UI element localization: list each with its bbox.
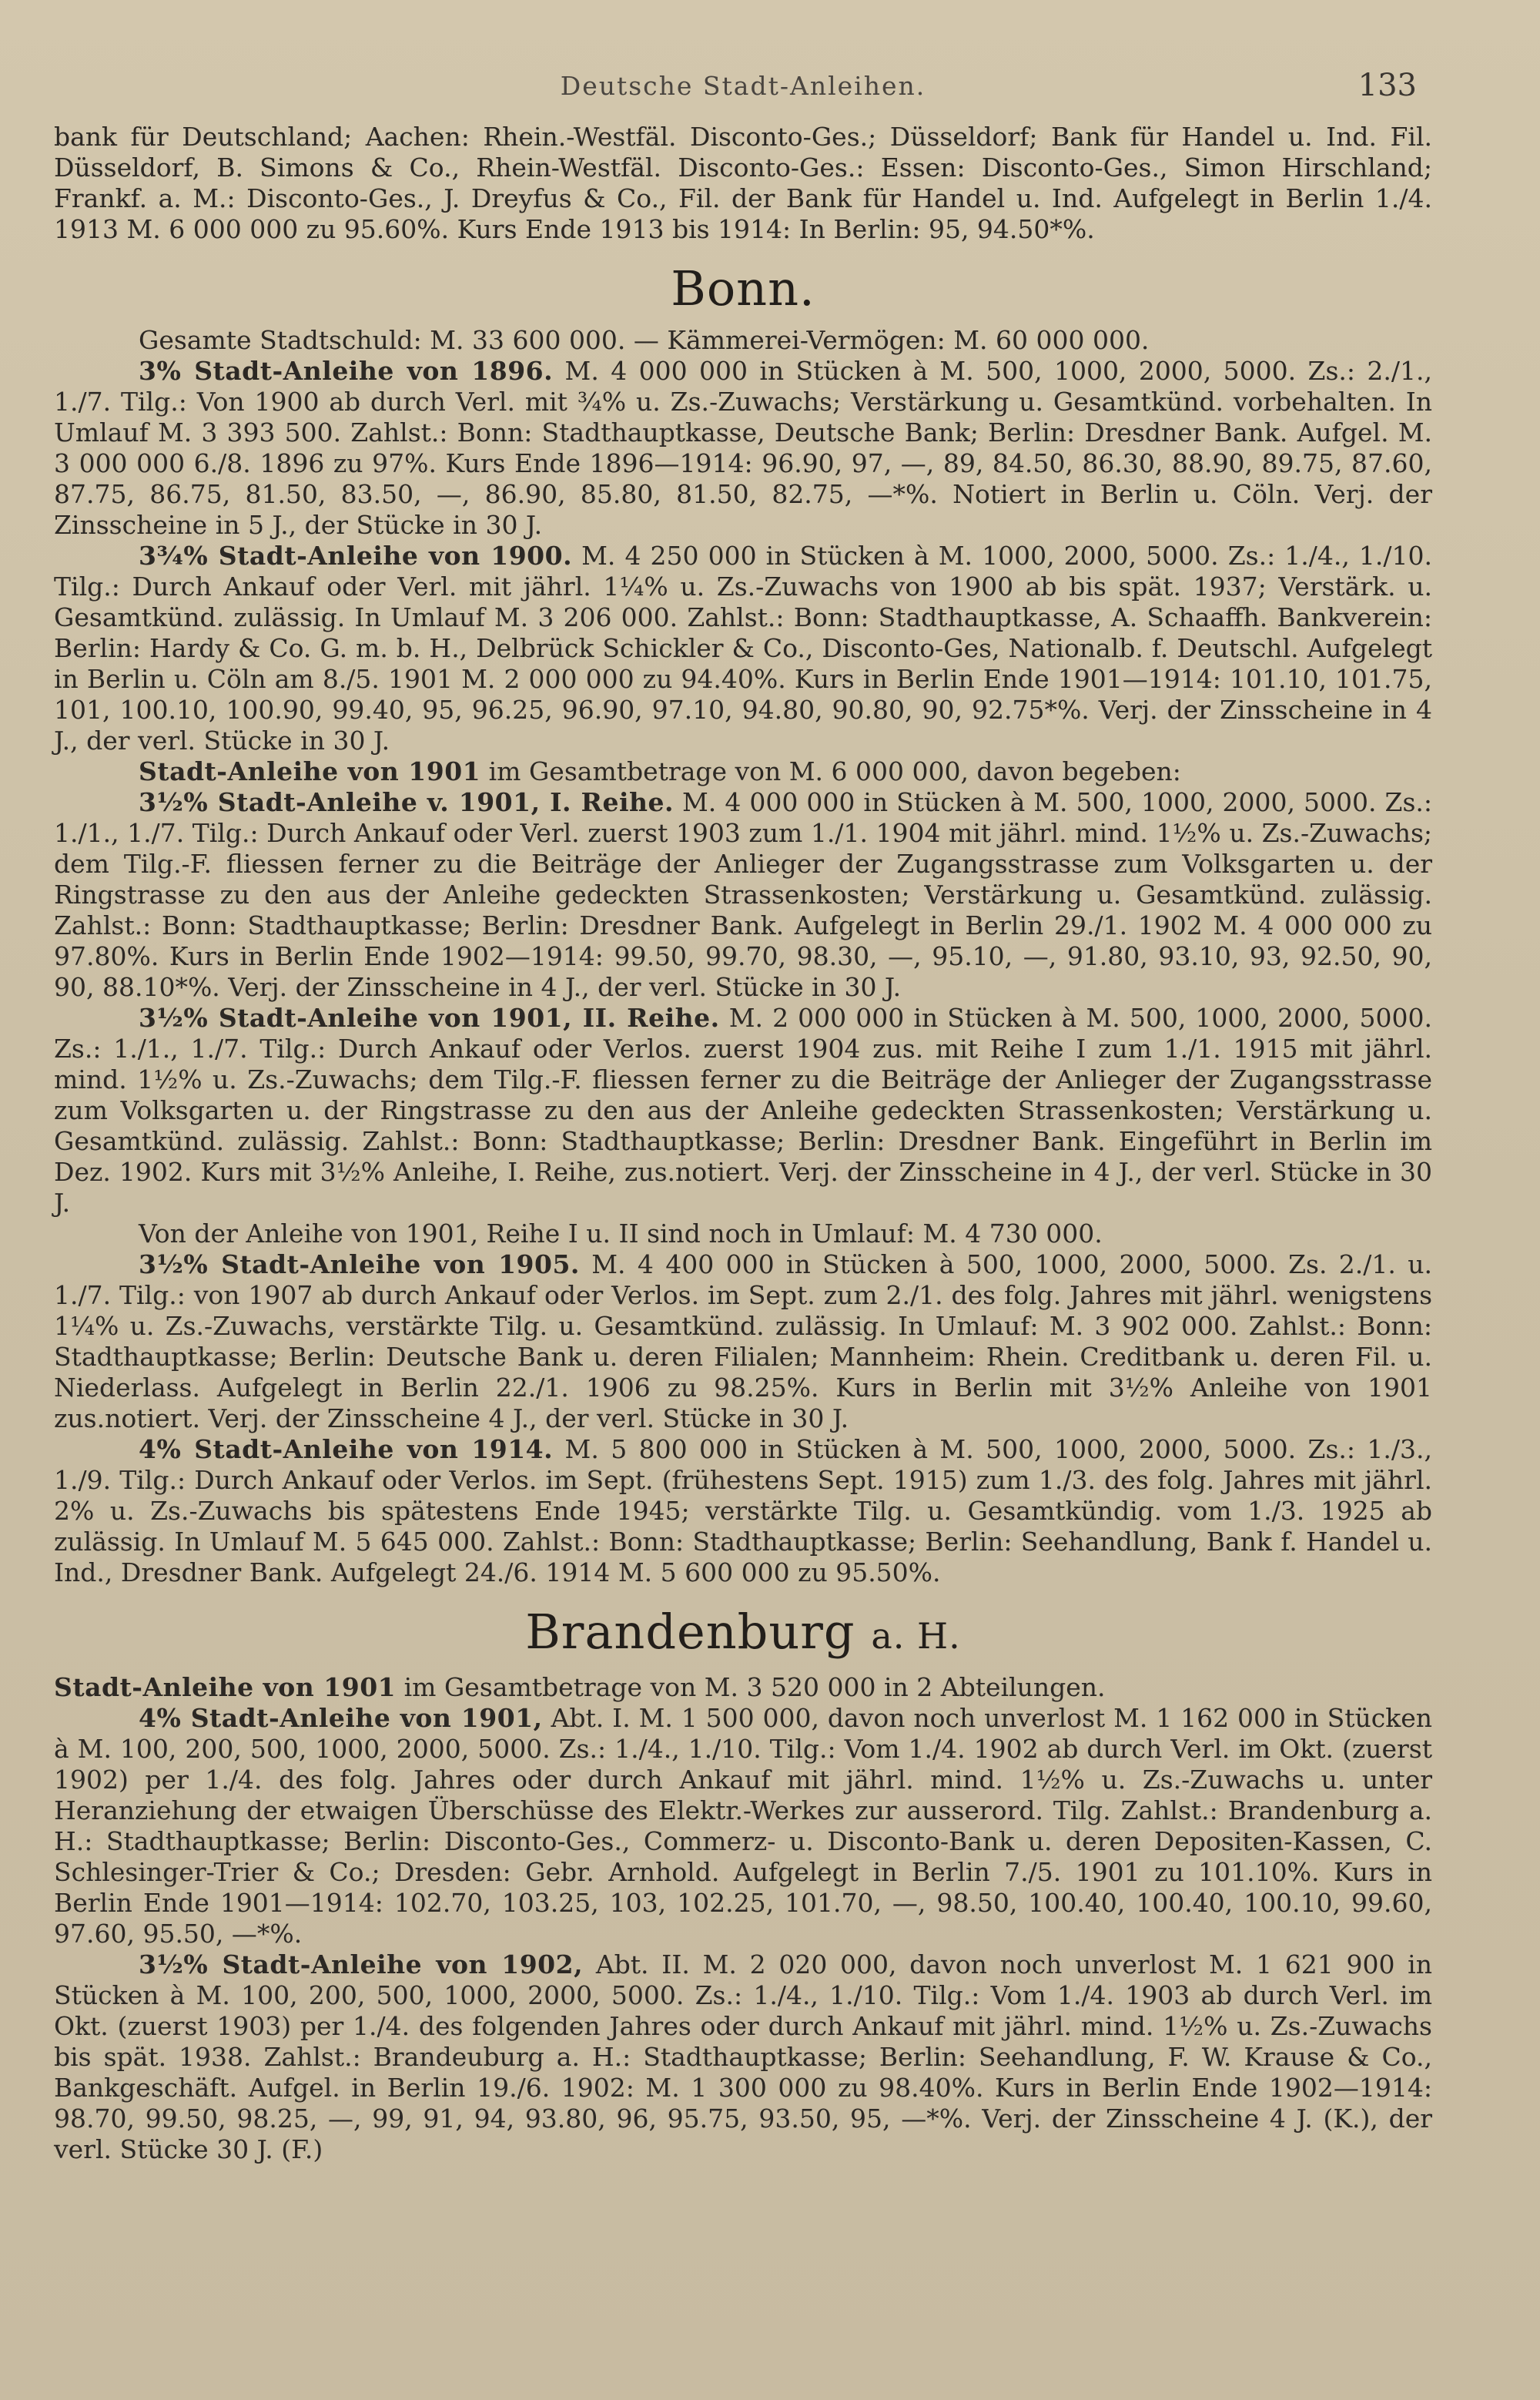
entry-1905 [54, 1249, 1432, 1434]
entry-body: im Gesamtbetrage von M. 3 520 000 in 2 Abteilungen. [396, 1672, 1106, 1702]
brandenburg-total [54, 1672, 1432, 1703]
entry-title: 3% Stadt-Anleihe von 1896. [139, 356, 554, 386]
page-header [54, 68, 1432, 116]
entry-1900 [54, 541, 1432, 756]
entry-title: Stadt-Anleihe von 1901 [54, 1672, 397, 1702]
entry-body: M. 4 000 000 in Stücken à M. 500, 1000, 2000, 5000. Zs.: 1./1., 1./7. Tilg.: Durch Ankauf oder Verl. zuerst 1903 zum 1./1. 1904 mit jährl. mind. 1½% u. Zs.-Zuwachs; dem Tilg.-F. fliessen ferner zu die Beiträge der Anlieger der Zugangsstrasse zum Volksgarten u. der Ringstrasse zu den aus der Anleihe gedeckten Strassenkosten; Verstärkung u. Gesamtkünd. zulässig. Zahlst.: Bonn: Stadthauptkasse; Berlin: Dresdner Bank. Aufgelegt in Berlin 29./1. 1902 M. 4 000 000 zu 97.80%. Kurs in Berlin Ende 1902—1914: 99.50, 99.70, 98.30, —, 95.10, —, 91.80, 93.10, 93, 92.50, 90, 90, 88.10*%. Verj. der Zinsscheine in 4 J., der verl. Stücke in 30 J. [54, 787, 1433, 1002]
entry-body: M. 4 000 000 in Stücken à M. 500, 1000, 2000, 5000. Zs.: 2./1., 1./7. Tilg.: Von 1900 ab durch Verl. mit ¾% u. Zs.-Zuwachs; Verstärkung u. Gesamtkünd. vorbehalten. In Umlauf M. 3 393 500. Zahlst.: Bonn: Stadthauptkasse, Deutsche Bank; Berlin: Dresdner Bank. Aufgel. M. 3 000 000 6./8. 1896 zu 97%. Kurs Ende 1896—1914: 96.90, 97, —, 89, 84.50, 86.30, 88.90, 89.75, 87.60, 87.75, 86.75, 81.50, 83.50, —, 86.90, 85.80, 81.50, 82.75, —*%. Notiert in Berlin u. Cöln. Verj. der Zinsscheine in 5 J., der Stücke in 30 J. [54, 356, 1432, 540]
entry-1901-reihe-2 [54, 1003, 1432, 1218]
entry-title: 4% Stadt-Anleihe von 1901, [139, 1703, 543, 1733]
entry-1901-reihe-1 [54, 787, 1432, 1003]
entry-title: 3½% Stadt-Anleihe von 1905. [139, 1249, 580, 1279]
entry-brandenburg-abt-1 [54, 1703, 1432, 1949]
intro-paragraph: bank für Deutschland; Aachen: Rhein.-Westfäl. Disconto-Ges.; Düsseldorf; Bank für Handel u. Ind. Fil. Düsseldorf, B. Simons & Co., Rhein-Westfäl. Disconto-Ges.: Essen: Disconto-Ges., Simon Hirschland; Frankf. a. M.: Disconto-Ges., J. Dreyfus & Co., Fil. der Bank für Handel u. Ind. Aufgelegt in Berlin 1./4. 1913 M. 6 000 000 zu 95.60%. Kurs Ende 1913 bis 1914: In Berlin: 95, 94.50*%. [54, 122, 1432, 244]
entry-body: Abt. I. M. 1 500 000, davon noch unverlost M. 1 162 000 in Stücken à M. 100, 200, 500, 1000, 2000, 5000. Zs.: 1./4., 1./10. Tilg.: Vom 1./4. 1902 ab durch Verl. im Okt. (zuerst 1902) per 1./4. des folg. Jahres oder durch Ankauf mit jährl. mind. 1½% u. Zs.-Zuwachs u. unter Heranziehung der etwaigen Überschüsse des Elektr.-Werkes zur ausserord. Tilg. Zahlst.: Brandenburg a. H.: Stadthauptkasse; Berlin: Disconto-Ges., Commerz- u. Disconto-Bank u. deren Depositen-Kassen, C. Schlesinger-Trier & Co.; Dresden: Gebr. Arnhold. Aufgelegt in Berlin 7./5. 1901 zu 101.10%. Kurs in Berlin Ende 1901—1914: 102.70, 103.25, 103, 102.25, 101.70, —, 98.50, 100.40, 100.40, 100.10, 99.60, 97.60, 95.50, —*%. [54, 1703, 1433, 1949]
heading-city: Brandenburg [525, 1604, 855, 1660]
heading-suffix: a. H. [871, 1615, 961, 1657]
entry-body: M. 2 000 000 in Stücken à M. 500, 1000, 2000, 5000. Zs.: 1./1., 1./7. Tilg.: Durch Ankauf oder Verlos. zuerst 1904 zus. mit Reihe I zum 1./1. 1915 mit jährl. mind. 1½% u. Zs.-Zuwachs; dem Tilg.-F. fliessen ferner zu die Beiträge der Anlieger der Zugangsstrasse zum Volksgarten u. der Ringstrasse zu den aus der Anleihe gedeckten Strassenkosten; Verstärkung u. Gesamtkünd. zulässig. Zahlst.: Bonn: Stadthauptkasse; Berlin: Dresdner Bank. Eingeführt in Berlin im Dez. 1902. Kurs mit 3½% Anleihe, I. Reihe, zus.notiert. Verj. der Zinsscheine in 4 J., der verl. Stücke in 30 J. [54, 1003, 1432, 1218]
entry-title: 3½% Stadt-Anleihe von 1902, [139, 1949, 584, 1979]
entry-title: 3½% Stadt-Anleihe von 1901, II. Reihe. [139, 1003, 720, 1033]
page-number: 133 [1358, 68, 1417, 103]
section-heading-bonn: Bonn. [671, 260, 815, 317]
entry-body: M. 4 250 000 in Stücken à M. 1000, 2000, 5000. Zs.: 1./4., 1./10. Tilg.: Durch Ankauf oder Verl. mit jährl. 1¼% u. Zs.-Zuwachs von 1900 ab bis spät. 1937; Verstärk. u. Gesamtkünd. zulässig. In Umlauf M. 3 206 000. Zahlst.: Bonn: Stadthauptkasse, A. Schaaffh. Bankverein: Berlin: Hardy & Co. G. m. b. H., Delbrück Schickler & Co., Disconto-Ges, Nationalb. f. Deutschl. Aufgelegt in Berlin u. Cöln am 8./5. 1901 M. 2 000 000 zu 94.40%. Kurs in Berlin Ende 1901—1914: 101.10, 101.75, 101, 100.10, 100.90, 99.40, 95, 96.25, 96.90, 97.10, 94.80, 90.80, 90, 92.75*%. Verj. der Zinsscheine in 4 J., der verl. Stücke in 30 J. [54, 541, 1432, 756]
running-title: Deutsche Stadt-Anleihen. [560, 71, 926, 101]
entry-1901-total [54, 756, 1432, 787]
entry-1901-note: Von der Anleihe von 1901, Reihe I u. II sind noch in Umlauf: M. 4 730 000. [139, 1218, 1103, 1249]
section-heading-brandenburg [54, 1604, 1432, 1664]
entry-title: Stadt-Anleihe von 1901 [139, 756, 481, 786]
bonn-summary: Gesamte Stadtschuld: M. 33 600 000. — Kämmerei-Vermögen: M. 60 000 000. [139, 325, 1150, 355]
entry-body: im Gesamtbetrage von M. 6 000 000, davon begeben: [480, 756, 1181, 786]
entry-body: M. 4 400 000 in Stücken à 500, 1000, 2000, 5000. Zs. 2./1. u. 1./7. Tilg.: von 1907 ab durch Ankauf oder Verlos. im Sept. zum 2./1. des folg. Jahres mit jährl. wenigstens 1¼% u. Zs.-Zuwachs, verstärkte Tilg. u. Gesamtkünd. zulässig. In Umlauf: M. 3 902 000. Zahlst.: Bonn: Stadthauptkasse; Berlin: Deutsche Bank u. deren Filialen; Mannheim: Rhein. Creditbank u. deren Fil. u. Niederlass. Aufgelegt in Berlin 22./1. 1906 zu 98.25%. Kurs in Berlin mit 3½% Anleihe von 1901 zus.notiert. Verj. der Zinsscheine 4 J., der verl. Stücke in 30 J. [54, 1249, 1432, 1433]
entry-1914 [54, 1434, 1432, 1588]
entry-title: 4% Stadt-Anleihe von 1914. [139, 1434, 554, 1464]
entry-title: 3¾% Stadt-Anleihe von 1900. [139, 541, 573, 571]
entry-body: M. 5 800 000 in Stücken à M. 500, 1000, 2000, 5000. Zs.: 1./3., 1./9. Tilg.: Durch Ankauf oder Verlos. im Sept. (frühestens Sept. 1915) zum 1./3. des folg. Jahres mit jährl. 2% u. Zs.-Zuwachs bis spätestens Ende 1945; verstärkte Tilg. u. Gesamtkündig. vom 1./3. 1925 ab zulässig. In Umlauf M. 5 645 000. Zahlst.: Bonn: Stadthauptkasse; Berlin: Seehandlung, Bank f. Handel u. Ind., Dresdner Bank. Aufgelegt 24./6. 1914 M. 5 600 000 zu 95.50%. [54, 1434, 1432, 1587]
entry-1896 [54, 356, 1432, 541]
entry-brandenburg-abt-2 [54, 1949, 1432, 2165]
entry-title: 3½% Stadt-Anleihe v. 1901, I. Reihe. [139, 787, 674, 817]
entry-body: Abt. II. M. 2 020 000, davon noch unverlost M. 1 621 900 in Stücken à M. 100, 200, 500, 1000, 2000, 5000. Zs.: 1./4., 1./10. Tilg.: Vom 1./4. 1903 ab durch Verl. im Okt. (zuerst 1903) per 1./4. des folgenden Jahres oder durch Ankauf mit jährl. mind. 1½% u. Zs.-Zuwachs bis spät. 1938. Zahlst.: Brandeuburg a. H.: Stadthauptkasse; Berlin: Seehandlung, F. W. Krause & Co., Bankgeschäft. Aufgel. in Berlin 19./6. 1902: M. 1 300 000 zu 98.40%. Kurs in Berlin Ende 1902—1914: 98.70, 99.50, 98.25, —, 99, 91, 94, 93.80, 96, 95.75, 93.50, 95, —*%. Verj. der Zinsscheine 4 J. (K.), der verl. Stücke 30 J. (F.) [54, 1949, 1432, 2164]
